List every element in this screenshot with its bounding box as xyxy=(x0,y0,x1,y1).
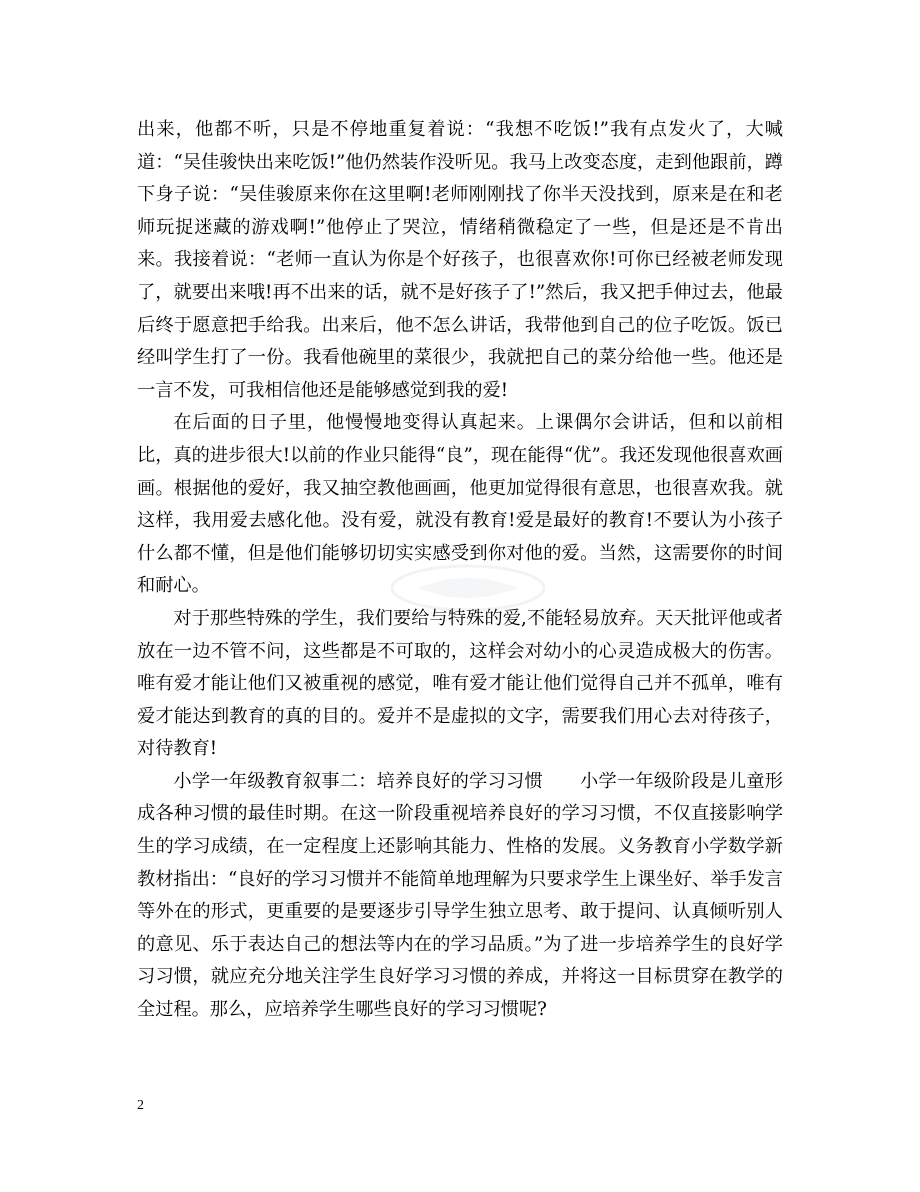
paragraph-4: 小学一年级教育叙事二：培养良好的学习习惯 小学一年级阶段是儿童形成各种习惯的最佳时期。在这一阶段重视培养良好的学习习惯，不仅直接影响学生的学习成绩，在一定程度上还影响其能力、性格的发展。义务教育小学数学新教材指出：“良好的学习习惯并不能简单地理解为只要求学生上课坐好、举手发言等外在的形式，更重要的是要逐步引导学生独立思考、敢于提问、认真倾听别人的意见、乐于表达自己的想法等内在的学习品质。”为了进一步培养学生的良好学习习惯，就应充分地关注学生良好学习习惯的养成，并将这一目标贯穿在教学的全过程。那么，应培养学生哪些良好的学习习惯呢? xyxy=(137,770,783,1021)
paragraph-2: 在后面的日子里，他慢慢地变得认真起来。上课偶尔会讲话，但和以前相比，真的进步很大!以前的作业只能得“良”，现在能得“优”。我还发现他很喜欢画画。根据他的爱好，我又抽空教他画画，他更加觉得很有意思，也很喜欢我。就这样，我用爱去感化他。没有爱，就没有教育!爱是最好的教育!不要认为小孩子什么都不懂，但是他们能够切切实实感受到你对他的爱。当然，这需要你的时间和耐心。 xyxy=(137,412,783,597)
paragraph-1: 出来，他都不听，只是不停地重复着说：“我想不吃饭!”我有点发火了，大喊道：“吴佳骏快出来吃饭!”他仍然装作没听见。我马上改变态度，走到他跟前，蹲下身子说：“吴佳骏原来你在这里啊!老师刚刚找了你半天没找到，原来是在和老师玩捉迷藏的游戏啊!”他停止了哭泣，情绪稍微稳定了一些，但是还是不肯出来。我接着说：“老师一直认为你是个好孩子，也很喜欢你!可你已经被老师发现了，就要出来哦!再不出来的话，就不是好孩子了!”然后，我又把手伸过去，他最后终于愿意把手给我。出来后，他不怎么讲话，我带他到自己的位子吃饭。饭已经叫学生打了一份。我看他碗里的菜很少，我就把自己的菜分给他一些。他还是一言不发，可我相信他还是能够感觉到我的爱! xyxy=(137,119,783,401)
paragraph-3: 对于那些特殊的学生，我们要给与特殊的爱,不能轻易放弃。天天批评他或者放在一边不管不问，这些都是不可取的，这样会对幼小的心灵造成极大的伤害。唯有爱才能让他们又被重视的感觉，唯有爱才能让他们觉得自己并不孤单，唯有爱才能达到教育的真的目的。爱并不是虚拟的文字，需要我们用心去对待孩子，对待教育! xyxy=(137,607,783,760)
page-number: 2 xyxy=(137,1098,144,1113)
document-body xyxy=(137,114,783,1027)
